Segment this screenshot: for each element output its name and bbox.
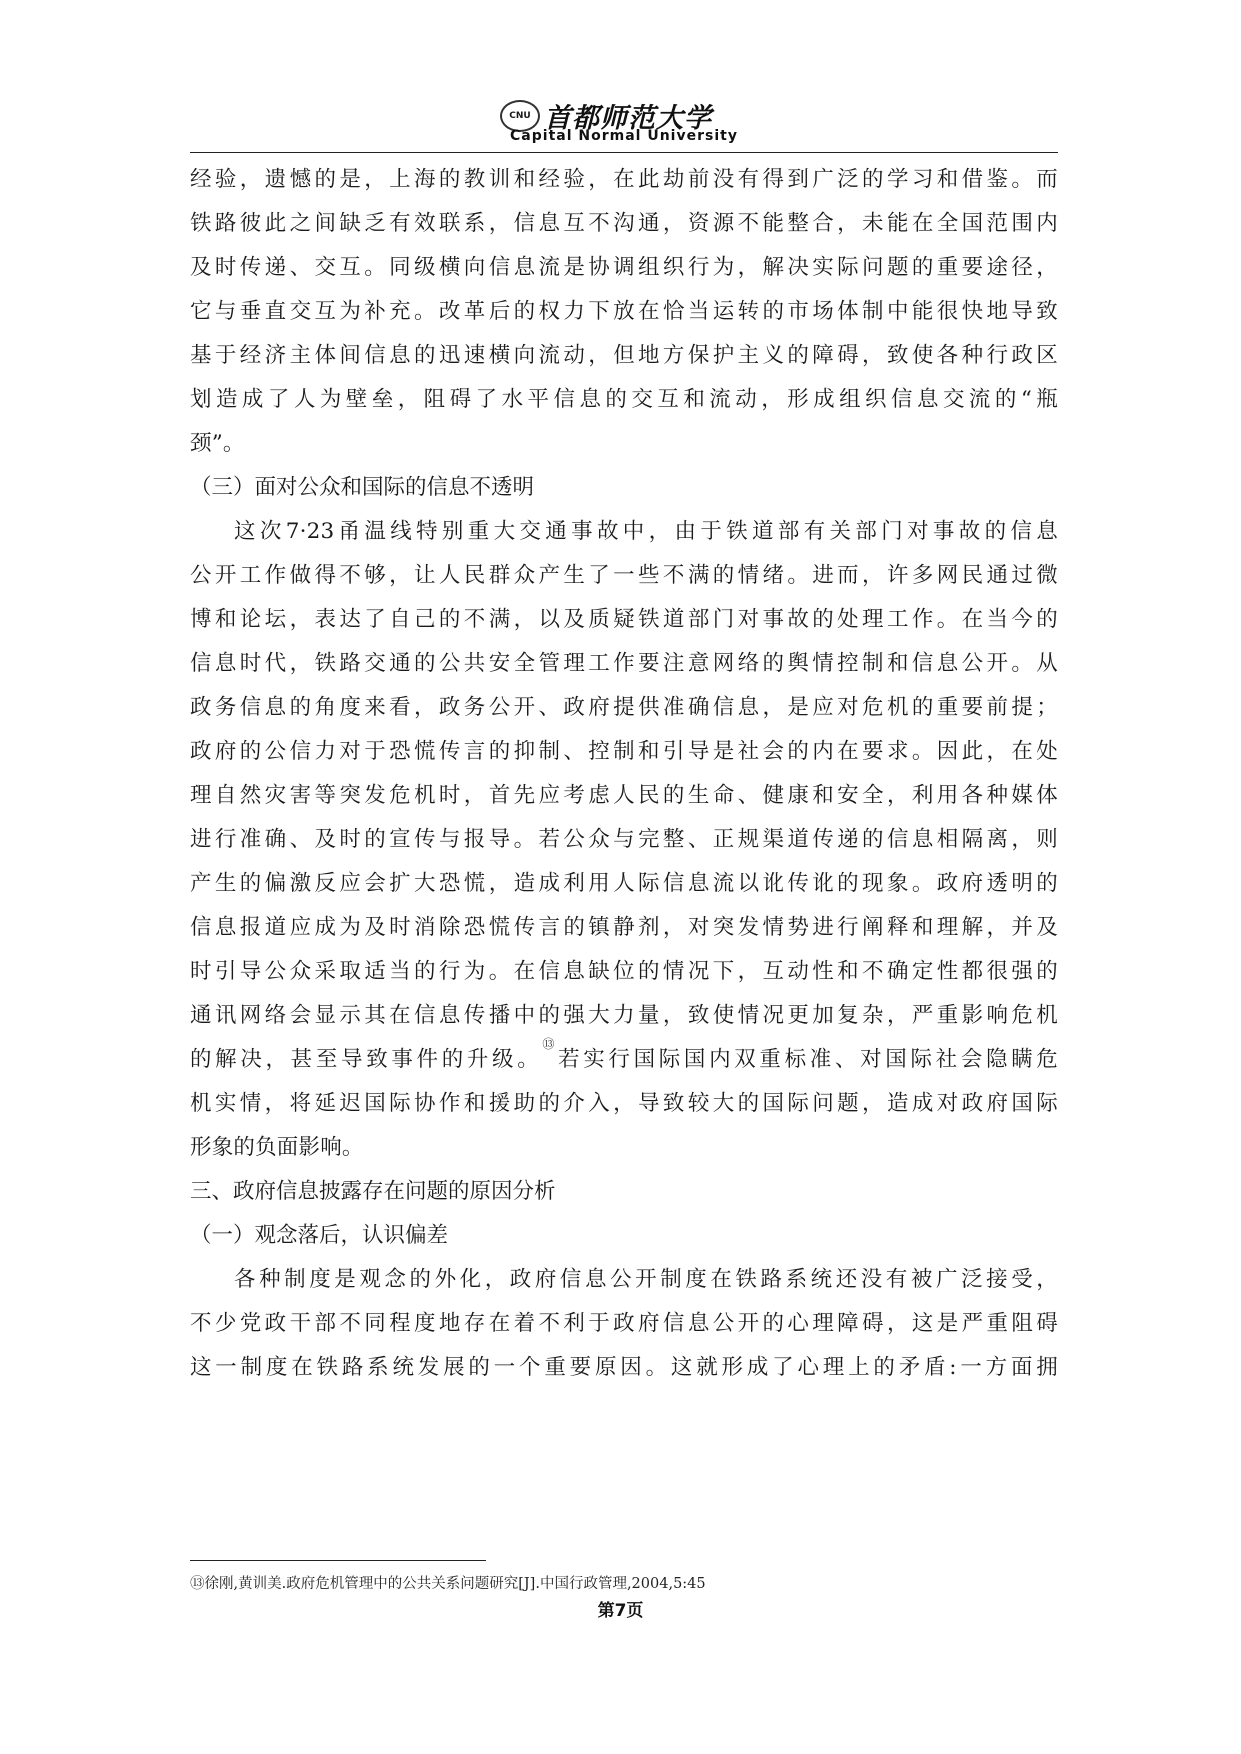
- text-line: 不少党政干部不同程度地存在着不利于政府信息公开的心理障碍，这是严重阻碍: [190, 1311, 1058, 1336]
- text-line: 它与垂直交互为补充。改革后的权力下放在恰当运转的市场体制中能很快地导致: [190, 299, 1058, 324]
- main-text: [190, 158, 1058, 1390]
- footnote-divider: [190, 1560, 486, 1561]
- text-line: 颈”。: [190, 431, 245, 456]
- page-number: 第7页: [597, 1601, 644, 1621]
- text-line: 理自然灾害等突发危机时，首先应考虑人民的生命、健康和安全，利用各种媒体: [190, 783, 1058, 808]
- text-line: [190, 1038, 1058, 1082]
- text-line: 博和论坛，表达了自己的不满，以及质疑铁道部门对事故的处理工作。在当今的: [190, 607, 1058, 632]
- footnote-marker[interactable]: ⑬: [542, 1037, 559, 1051]
- university-name-cn: 首都师范大学: [544, 103, 712, 134]
- page-header: [190, 88, 1058, 153]
- section-heading: （三）面对公众和国际的信息不透明: [190, 475, 535, 500]
- text-line: 各种制度是观念的外化，政府信息公开制度在铁路系统还没有被广泛接受，: [234, 1267, 1058, 1292]
- section-heading: 三、政府信息披露存在问题的原因分析: [190, 1179, 556, 1204]
- text-line: 信息时代，铁路交通的公共安全管理工作要注意网络的舆情控制和信息公开。从: [190, 651, 1058, 676]
- text-line: 及时传递、交互。同级横向信息流是协调组织行为，解决实际问题的重要途径，: [190, 255, 1058, 280]
- text-line: 公开工作做得不够，让人民群众产生了一些不满的情绪。进而，许多网民通过微: [190, 563, 1058, 588]
- text-line: 政府的公信力对于恐慌传言的抑制、控制和引导是社会的内在要求。因此，在处: [190, 739, 1058, 764]
- footnote: ⑬徐刚,黄训美.政府危机管理中的公共关系问题研究[J].中国行政管理,2004,5:45: [190, 1576, 706, 1592]
- text-line: 政务信息的角度来看，政务公开、政府提供准确信息，是应对危机的重要前提；: [190, 695, 1058, 720]
- university-seal-icon: [500, 100, 540, 132]
- text-line: 划造成了人为壁垒，阻碍了水平信息的交互和流动，形成组织信息交流的“瓶: [190, 387, 1058, 412]
- text-line: 进行准确、及时的宣传与报导。若公众与完整、正规渠道传递的信息相隔离，则: [190, 827, 1058, 852]
- text-segment: 的解决，甚至导致事件的升级。: [190, 1047, 543, 1072]
- text-line: 基于经济主体间信息的迅速横向流动，但地方保护主义的障碍，致使各种行政区: [190, 343, 1058, 368]
- text-line: 时引导公众采取适当的行为。在信息缺位的情况下，互动性和不确定性都很强的: [190, 959, 1058, 984]
- subsection-heading: （一）观念落后，认识偏差: [190, 1223, 449, 1248]
- text-line: 信息报道应成为及时消除恐慌传言的镇静剂，对突发情势进行阐释和理解，并及: [190, 915, 1058, 940]
- text-segment: 若实行国际国内双重标准、对国际社会隐瞒危: [558, 1047, 1058, 1072]
- seal-text: CNU: [509, 110, 531, 121]
- university-name-en: Capital Normal University: [510, 128, 738, 144]
- text-line: 机实情，将延迟国际协作和援助的介入，导致较大的国际问题，造成对政府国际: [190, 1091, 1058, 1116]
- text-line: 这一制度在铁路系统发展的一个重要原因。这就形成了心理上的矛盾:一方面拥: [190, 1355, 1058, 1380]
- text-line: 铁路彼此之间缺乏有效联系，信息互不沟通，资源不能整合，未能在全国范围内: [190, 211, 1058, 236]
- text-line: 经验，遗憾的是，上海的教训和经验，在此劫前没有得到广泛的学习和借鉴。而: [190, 167, 1058, 192]
- text-line: 形象的负面影响。: [190, 1135, 364, 1160]
- text-line: 通讯网络会显示其在信息传播中的强大力量，致使情况更加复杂，严重影响危机: [190, 1003, 1058, 1028]
- text-line: 这次7·23甬温线特别重大交通事故中，由于铁道部有关部门对事故的信息: [234, 519, 1058, 544]
- text-line: 产生的偏激反应会扩大恐慌，造成利用人际信息流以讹传讹的现象。政府透明的: [190, 871, 1058, 896]
